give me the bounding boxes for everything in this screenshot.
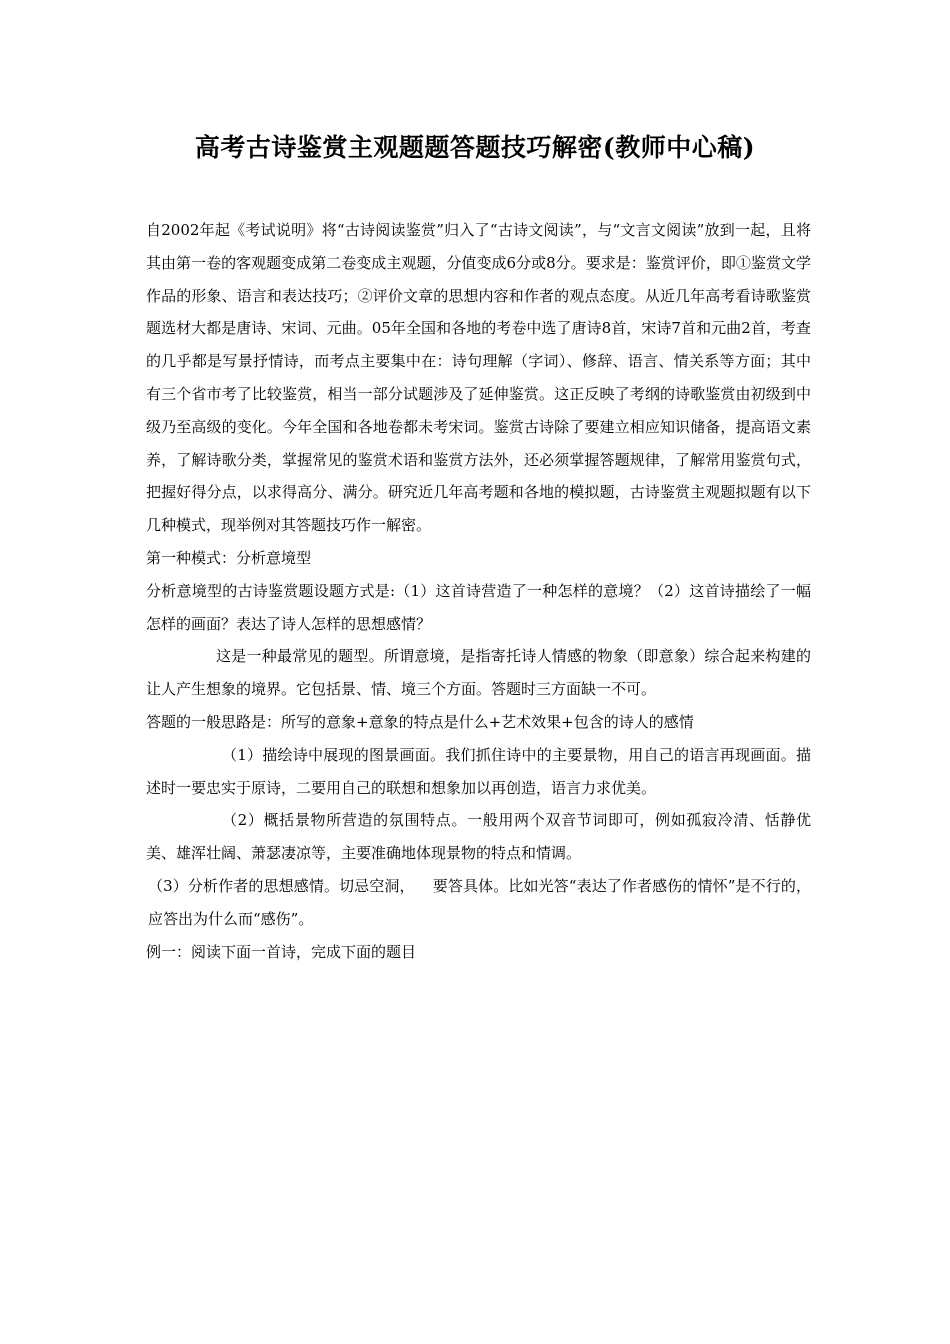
step-2-paragraph: （2）概括景物所营造的氛围特点。一般用两个双音节词即可，例如孤寂冷清、恬静优美、雄浑壮阔、萧瑟凄凉等，主要准确地体现景物的特点和情调。	[146, 811, 811, 863]
intro-paragraph: 自2002年起《考试说明》将“古诗阅读鉴赏”归入了“古诗文阅读”，与“文言文阅读”放到一起，且将其由第一卷的客观题变成第二卷变成主观题，分值变成6分或8分。要求是：鉴赏评价，即①鉴赏文学作品的形象、语言和表达技巧；②评价文章的思想内容和作者的观点态度。从近几年高考看诗歌鉴赏题选材大都是唐诗、宋词、元曲。05年全国和各地的考卷中选了唐诗8首，宋诗7首和元曲2首，考查的几乎都是写景抒情诗，而考点主要集中在：诗句理解（字词）、修辞、语言、情关系等方面；其中有三个省市考了比较鉴赏，相当一部分试题涉及了延伸鉴赏。这正反映了考纲的诗歌鉴赏由初级到中级乃至高级的变化。今年全国和各地卷都未考宋词。鉴赏古诗除了要建立相应知识储备，提高语文素养，了解诗歌分类，掌握常见的鉴赏术语和鉴赏方法外，还必须掌握答题规律，了解常用鉴赏句式，把握好得分点，以求得高分、满分。研究近几年高考题和各地的模拟题，古诗鉴赏主观题拟题有以下几种模式，现举例对其答题技巧作一解密。	[146, 221, 811, 535]
question-format-paragraph: 分析意境型的古诗鉴赏题设题方式是:（1）这首诗营造了一种怎样的意境？（2）这首诗描绘了一幅怎样的画面？表达了诗人怎样的思想感情？	[146, 581, 811, 633]
step-3-paragraph	[146, 870, 811, 936]
step-3-part-a: （3）分析作者的思想感情。切忌空洞，	[148, 876, 415, 895]
definition-paragraph: 这是一种最常见的题型。所谓意境，是指寄托诗人情感的物象（即意象）综合起来构建的让人产生想象的境界。它包括景、情、境三个方面。答题时三方面缺一不可。	[146, 647, 811, 699]
document-title: 高考古诗鉴赏主观题题答题技巧解密(教师中心稿)	[194, 133, 756, 162]
answer-approach-paragraph: 答题的一般思路是：所写的意象+意象的特点是什么+艺术效果+包含的诗人的感情	[146, 712, 694, 731]
step-1-paragraph: （1）描绘诗中展现的图景画面。我们抓住诗中的主要景物，用自己的语言再现画面。描述时一要忠实于原诗，二要用自己的联想和想象加以再创造，语言力求优美。	[146, 745, 811, 797]
section-heading: 第一种模式：分析意境型	[146, 548, 312, 567]
example-heading: 例一：阅读下面一首诗，完成下面的题目	[146, 942, 417, 961]
step-3-part-b: 要答具体。比如光答“表达了作者感伤的情怀”是不行的，应答出为什么而“感伤”。	[148, 876, 811, 928]
document-body	[146, 214, 811, 968]
